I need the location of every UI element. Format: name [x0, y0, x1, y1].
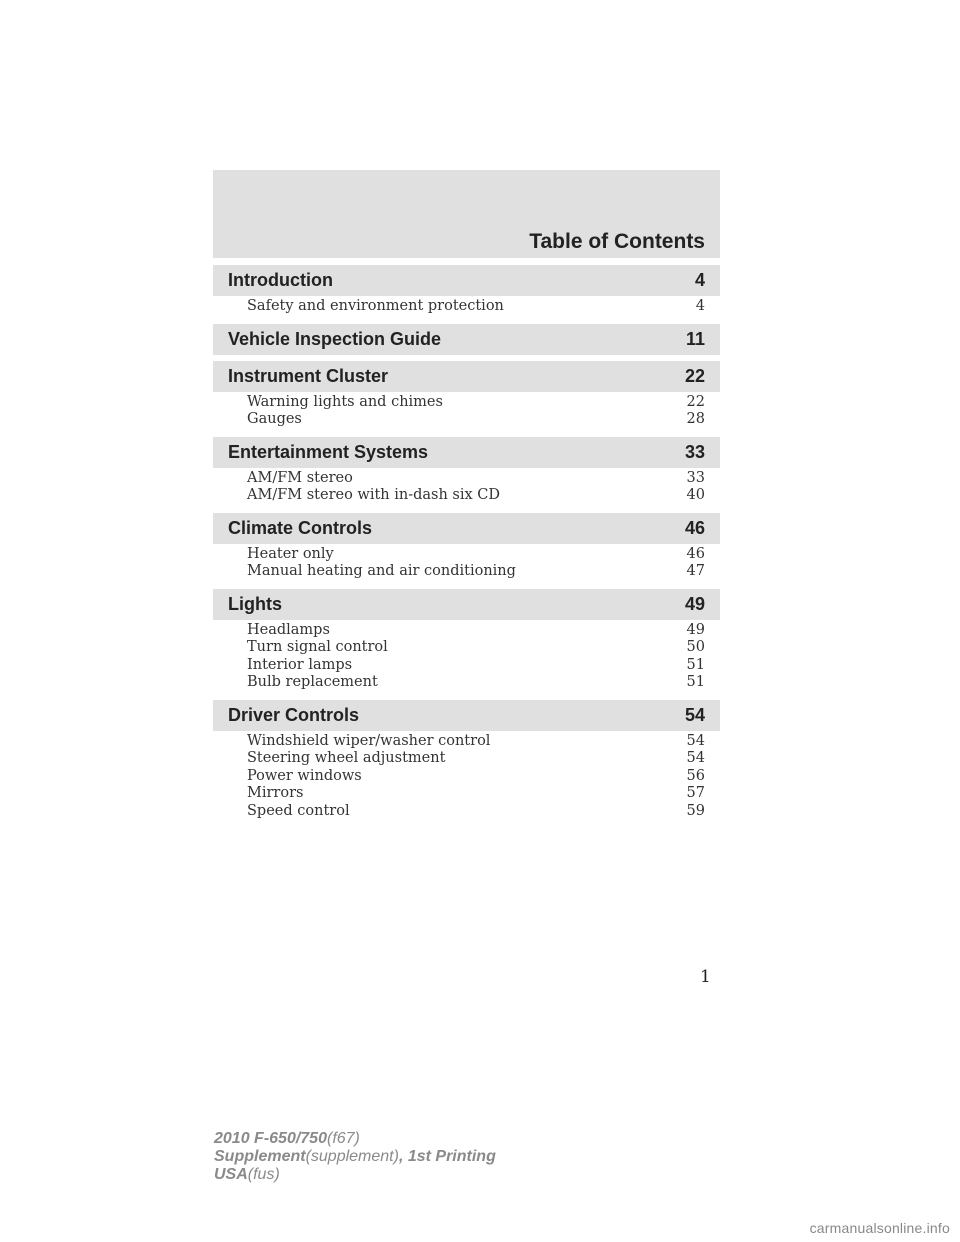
- entry-page: 46: [686, 545, 705, 562]
- section-entries: [213, 731, 720, 829]
- entry-label: Windshield wiper/washer control: [247, 732, 491, 749]
- toc-entry[interactable]: [247, 546, 705, 564]
- section-title: Vehicle Inspection Guide: [228, 328, 442, 349]
- toc-entry[interactable]: [247, 657, 705, 675]
- entry-label: Warning lights and chimes: [247, 393, 443, 410]
- section-title: Climate Controls: [228, 517, 373, 538]
- toc-title-bar: [213, 170, 720, 258]
- toc-entry[interactable]: [247, 750, 705, 768]
- section-title: Introduction: [228, 270, 333, 290]
- entry-label: Gauges: [247, 411, 302, 427]
- entry-page: 59: [686, 802, 705, 819]
- entry-page: 56: [686, 767, 705, 784]
- section-page: 4: [694, 270, 705, 290]
- entry-label: AM/FM stereo: [247, 469, 353, 486]
- footer-line-3: USA(fus): [214, 1166, 280, 1183]
- toc-entry[interactable]: [247, 622, 705, 640]
- section-page: 46: [684, 517, 705, 538]
- section-heading[interactable]: [213, 324, 720, 355]
- page-number: 1: [700, 967, 711, 987]
- entry-page: 33: [686, 469, 705, 486]
- footer-line-1: 2010 F-650/750(f67): [214, 1130, 360, 1147]
- section-title: Entertainment Systems: [228, 441, 429, 462]
- toc-entry[interactable]: [247, 639, 705, 657]
- entry-page: 51: [686, 656, 705, 673]
- entry-label: Safety and environment protection: [247, 298, 504, 314]
- section-entries: [213, 544, 720, 589]
- toc-entry[interactable]: [247, 394, 705, 412]
- entry-page: 54: [686, 750, 705, 766]
- section-heading[interactable]: [213, 700, 720, 731]
- toc-entry[interactable]: [247, 674, 705, 692]
- section-entries: [213, 620, 720, 700]
- toc-entry[interactable]: [247, 733, 705, 751]
- entry-page: 51: [686, 674, 705, 690]
- section-heading[interactable]: [213, 437, 720, 468]
- section-page: 54: [684, 704, 705, 725]
- entry-page: 4: [695, 298, 705, 314]
- toc-entry[interactable]: [247, 470, 705, 488]
- entry-page: 22: [686, 393, 705, 410]
- section-title: Driver Controls: [228, 704, 360, 725]
- entry-label: Steering wheel adjustment: [247, 750, 446, 766]
- toc-entry[interactable]: [247, 411, 705, 429]
- footer: [214, 1130, 496, 1184]
- section-entries: [213, 392, 720, 437]
- entry-label: Turn signal control: [247, 639, 388, 655]
- watermark[interactable]: carmanualsonline.info: [809, 1220, 950, 1236]
- footer-line-2: Supplement(supplement), 1st Printing: [214, 1148, 496, 1165]
- entry-page: 49: [686, 621, 705, 638]
- section-heading[interactable]: [213, 589, 720, 620]
- entry-page: 54: [686, 732, 705, 749]
- entry-label: Power windows: [247, 767, 362, 784]
- entry-label: Speed control: [247, 802, 350, 819]
- entry-page: 40: [686, 487, 705, 503]
- toc-entry[interactable]: [247, 298, 705, 316]
- entry-page: 47: [686, 563, 705, 579]
- section-heading[interactable]: [213, 513, 720, 544]
- section-title: Lights: [228, 593, 282, 614]
- toc-entry[interactable]: [247, 785, 705, 803]
- page-title: Table of Contents: [529, 230, 705, 253]
- section-page: 49: [684, 593, 705, 614]
- section-page: 33: [684, 441, 705, 462]
- toc-entry[interactable]: [247, 803, 705, 821]
- section-heading[interactable]: [213, 265, 720, 296]
- entry-label: Bulb replacement: [247, 674, 378, 690]
- entry-page: 28: [686, 411, 705, 427]
- toc-entry[interactable]: [247, 563, 705, 581]
- section-title: Instrument Cluster: [228, 365, 389, 386]
- entry-label: Interior lamps: [247, 656, 353, 673]
- entry-label: Manual heating and air conditioning: [247, 563, 516, 579]
- section-entries: [213, 468, 720, 513]
- toc-entry[interactable]: [247, 487, 705, 505]
- entry-label: Mirrors: [247, 785, 304, 801]
- section-page: 11: [685, 328, 705, 349]
- section-page: 22: [684, 365, 705, 386]
- entry-label: Headlamps: [247, 621, 330, 638]
- entry-label: Heater only: [247, 545, 334, 562]
- section-heading[interactable]: [213, 361, 720, 392]
- toc-entry[interactable]: [247, 768, 705, 786]
- entry-label: AM/FM stereo with in-dash six CD: [247, 487, 501, 503]
- table-of-contents: [213, 265, 720, 828]
- section-entries: [213, 296, 720, 324]
- entry-page: 50: [686, 639, 705, 655]
- entry-page: 57: [686, 785, 705, 801]
